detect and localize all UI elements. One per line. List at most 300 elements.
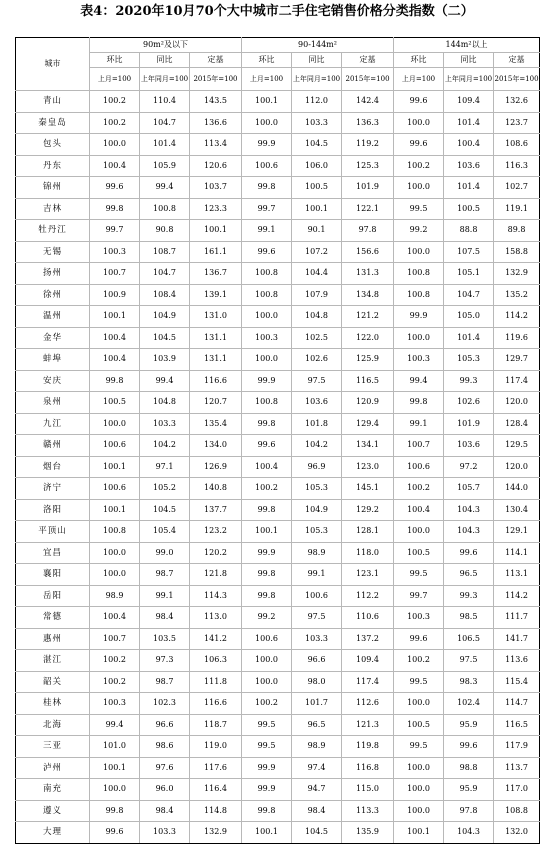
index-value: 96.0	[140, 779, 190, 801]
city-name: 包头	[16, 134, 90, 156]
index-value: 98.0	[292, 671, 342, 693]
index-value: 100.3	[394, 607, 444, 629]
city-name: 牡丹江	[16, 220, 90, 242]
table-row	[16, 91, 540, 113]
index-value: 98.3	[444, 671, 494, 693]
index-value: 100.0	[242, 112, 292, 134]
index-value: 110.4	[140, 91, 190, 113]
index-value: 142.4	[342, 91, 394, 113]
base-header: 上月=100	[90, 68, 140, 91]
city-name: 温州	[16, 306, 90, 328]
index-value: 99.6	[394, 628, 444, 650]
group-header: 90-144m²	[242, 38, 394, 53]
city-name: 桂林	[16, 693, 90, 715]
index-value: 113.4	[190, 134, 242, 156]
index-value: 99.8	[90, 800, 140, 822]
index-value: 100.2	[394, 478, 444, 500]
index-value: 101.9	[342, 177, 394, 199]
index-value: 114.1	[494, 542, 540, 564]
index-value: 100.7	[394, 435, 444, 457]
index-value: 101.4	[444, 327, 494, 349]
index-value: 131.0	[190, 306, 242, 328]
index-value: 140.8	[190, 478, 242, 500]
index-value: 108.8	[494, 800, 540, 822]
table-row	[16, 306, 540, 328]
index-value: 129.5	[494, 435, 540, 457]
index-value: 104.5	[292, 822, 342, 844]
index-value: 121.2	[342, 306, 394, 328]
index-value: 100.1	[242, 91, 292, 113]
index-value: 100.2	[242, 693, 292, 715]
index-value: 107.5	[444, 241, 494, 263]
index-value: 100.5	[90, 392, 140, 414]
index-value: 100.6	[90, 478, 140, 500]
city-name: 湛江	[16, 650, 90, 672]
index-value: 104.2	[292, 435, 342, 457]
index-value: 119.8	[342, 736, 394, 758]
index-value: 104.7	[140, 263, 190, 285]
index-value: 100.8	[140, 198, 190, 220]
table-row	[16, 112, 540, 134]
index-value: 141.7	[494, 628, 540, 650]
index-value: 99.1	[140, 585, 190, 607]
index-value: 136.3	[342, 112, 394, 134]
index-value: 104.8	[292, 306, 342, 328]
subcol-header: 环比	[394, 53, 444, 68]
index-value: 99.8	[242, 564, 292, 586]
table-row	[16, 499, 540, 521]
index-value: 106.3	[190, 650, 242, 672]
index-value: 104.4	[292, 263, 342, 285]
index-value: 97.2	[444, 456, 494, 478]
index-value: 97.8	[444, 800, 494, 822]
index-value: 129.4	[342, 413, 394, 435]
index-value: 89.8	[494, 220, 540, 242]
table-row	[16, 155, 540, 177]
index-value: 100.8	[90, 521, 140, 543]
index-value: 131.1	[190, 349, 242, 371]
index-value: 104.3	[444, 822, 494, 844]
header-row-bases	[16, 68, 540, 91]
index-value: 117.4	[342, 671, 394, 693]
index-value: 128.1	[342, 521, 394, 543]
base-header: 上月=100	[394, 68, 444, 91]
index-value: 119.6	[494, 327, 540, 349]
city-name: 平顶山	[16, 521, 90, 543]
index-value: 134.0	[190, 435, 242, 457]
table-row	[16, 478, 540, 500]
index-value: 123.3	[190, 198, 242, 220]
table-row	[16, 456, 540, 478]
index-value: 111.7	[494, 607, 540, 629]
index-value: 115.4	[494, 671, 540, 693]
city-name: 南充	[16, 779, 90, 801]
index-value: 105.0	[444, 306, 494, 328]
index-value: 101.8	[292, 413, 342, 435]
index-value: 121.8	[190, 564, 242, 586]
index-value: 118.7	[190, 714, 242, 736]
index-value: 102.7	[494, 177, 540, 199]
index-value: 97.5	[292, 370, 342, 392]
index-value: 100.3	[242, 327, 292, 349]
base-header: 上年同月=100	[140, 68, 190, 91]
index-value: 135.2	[494, 284, 540, 306]
table-row	[16, 284, 540, 306]
index-value: 121.3	[342, 714, 394, 736]
index-value: 100.8	[394, 284, 444, 306]
index-value: 100.0	[242, 349, 292, 371]
index-value: 144.0	[494, 478, 540, 500]
table-row	[16, 650, 540, 672]
index-value: 100.1	[292, 198, 342, 220]
index-value: 103.3	[140, 413, 190, 435]
index-value: 99.5	[394, 564, 444, 586]
index-value: 97.5	[444, 650, 494, 672]
index-value: 90.8	[140, 220, 190, 242]
index-value: 100.0	[242, 306, 292, 328]
index-value: 120.6	[190, 155, 242, 177]
city-name: 大理	[16, 822, 90, 844]
index-value: 99.8	[90, 370, 140, 392]
index-value: 100.4	[90, 607, 140, 629]
index-value: 102.6	[444, 392, 494, 414]
index-value: 100.6	[394, 456, 444, 478]
index-value: 103.9	[140, 349, 190, 371]
index-value: 100.0	[242, 671, 292, 693]
base-header: 2015年=100	[342, 68, 394, 91]
index-value: 98.4	[292, 800, 342, 822]
table-row	[16, 628, 540, 650]
index-value: 143.5	[190, 91, 242, 113]
index-value: 99.4	[140, 177, 190, 199]
city-name: 岳阳	[16, 585, 90, 607]
index-value: 100.2	[242, 478, 292, 500]
index-value: 122.0	[342, 327, 394, 349]
index-value: 98.9	[90, 585, 140, 607]
index-value: 118.0	[342, 542, 394, 564]
index-value: 100.4	[90, 327, 140, 349]
index-value: 104.3	[444, 499, 494, 521]
index-value: 105.3	[292, 521, 342, 543]
index-value: 95.9	[444, 779, 494, 801]
table-row	[16, 585, 540, 607]
city-name: 安庆	[16, 370, 90, 392]
index-value: 114.8	[190, 800, 242, 822]
index-value: 100.1	[90, 456, 140, 478]
index-value: 99.6	[444, 736, 494, 758]
index-value: 99.8	[242, 585, 292, 607]
index-value: 128.4	[494, 413, 540, 435]
index-value: 108.4	[140, 284, 190, 306]
index-value: 100.2	[394, 155, 444, 177]
index-value: 98.9	[292, 736, 342, 758]
index-value: 103.3	[140, 822, 190, 844]
index-value: 123.7	[494, 112, 540, 134]
index-value: 94.7	[292, 779, 342, 801]
index-value: 96.5	[292, 714, 342, 736]
index-value: 114.3	[190, 585, 242, 607]
city-name: 烟台	[16, 456, 90, 478]
index-value: 104.5	[140, 499, 190, 521]
table-row	[16, 521, 540, 543]
index-value: 104.3	[444, 521, 494, 543]
index-value: 98.4	[140, 607, 190, 629]
index-value: 103.6	[444, 155, 494, 177]
index-value: 99.2	[394, 220, 444, 242]
index-value: 98.8	[444, 757, 494, 779]
index-value: 100.1	[90, 306, 140, 328]
index-value: 99.6	[394, 134, 444, 156]
index-value: 109.4	[444, 91, 494, 113]
index-value: 104.2	[140, 435, 190, 457]
index-value: 132.0	[494, 822, 540, 844]
index-value: 100.0	[90, 134, 140, 156]
subcol-header: 同比	[292, 53, 342, 68]
index-value: 99.6	[242, 241, 292, 263]
index-value: 100.0	[90, 542, 140, 564]
index-value: 135.4	[190, 413, 242, 435]
subcol-header: 环比	[90, 53, 140, 68]
index-value: 131.3	[342, 263, 394, 285]
index-value: 98.6	[140, 736, 190, 758]
index-value: 100.1	[242, 521, 292, 543]
index-value: 116.8	[342, 757, 394, 779]
index-value: 116.5	[494, 714, 540, 736]
index-value: 99.1	[394, 413, 444, 435]
subcol-header: 同比	[444, 53, 494, 68]
index-value: 97.3	[140, 650, 190, 672]
index-value: 117.6	[190, 757, 242, 779]
subcol-header: 定基	[190, 53, 242, 68]
city-name: 吉林	[16, 198, 90, 220]
index-value: 90.1	[292, 220, 342, 242]
index-value: 100.1	[90, 499, 140, 521]
table-row	[16, 220, 540, 242]
index-value: 99.4	[140, 370, 190, 392]
index-value: 122.1	[342, 198, 394, 220]
index-value: 125.3	[342, 155, 394, 177]
subcol-header: 定基	[494, 53, 540, 68]
index-value: 104.5	[140, 327, 190, 349]
index-value: 100.6	[242, 628, 292, 650]
index-value: 103.3	[292, 112, 342, 134]
index-value: 113.3	[342, 800, 394, 822]
table-row	[16, 671, 540, 693]
index-value: 99.8	[242, 800, 292, 822]
index-value: 97.6	[140, 757, 190, 779]
index-value: 100.0	[242, 650, 292, 672]
table-row	[16, 413, 540, 435]
table-row	[16, 607, 540, 629]
index-value: 129.2	[342, 499, 394, 521]
index-value: 116.6	[190, 370, 242, 392]
table-row	[16, 822, 540, 844]
index-value: 96.6	[292, 650, 342, 672]
table-row	[16, 714, 540, 736]
index-value: 109.4	[342, 650, 394, 672]
city-name: 赣州	[16, 435, 90, 457]
index-value: 99.8	[394, 392, 444, 414]
index-value: 97.5	[292, 607, 342, 629]
index-value: 100.4	[90, 349, 140, 371]
index-value: 102.6	[292, 349, 342, 371]
index-value: 101.4	[140, 134, 190, 156]
index-value: 100.0	[90, 564, 140, 586]
index-value: 88.8	[444, 220, 494, 242]
index-value: 112.0	[292, 91, 342, 113]
index-value: 100.8	[242, 284, 292, 306]
city-name: 常德	[16, 607, 90, 629]
index-value: 100.4	[394, 499, 444, 521]
index-value: 141.2	[190, 628, 242, 650]
index-value: 129.7	[494, 349, 540, 371]
header-row-subcols	[16, 53, 540, 68]
index-value: 98.4	[140, 800, 190, 822]
index-value: 101.0	[90, 736, 140, 758]
subcol-header: 同比	[140, 53, 190, 68]
table-row	[16, 757, 540, 779]
index-value: 123.1	[342, 564, 394, 586]
index-value: 105.7	[444, 478, 494, 500]
table-row	[16, 327, 540, 349]
city-name: 扬州	[16, 263, 90, 285]
index-value: 145.1	[342, 478, 394, 500]
index-value: 115.0	[342, 779, 394, 801]
index-value: 99.8	[90, 198, 140, 220]
city-name: 蚌埠	[16, 349, 90, 371]
index-value: 99.5	[242, 736, 292, 758]
index-value: 120.7	[190, 392, 242, 414]
index-value: 100.6	[242, 155, 292, 177]
city-header: 城市	[16, 38, 90, 91]
index-value: 99.9	[242, 779, 292, 801]
index-value: 98.7	[140, 671, 190, 693]
index-value: 100.8	[394, 263, 444, 285]
city-name: 金华	[16, 327, 90, 349]
city-name: 徐州	[16, 284, 90, 306]
index-value: 100.8	[242, 263, 292, 285]
index-value: 102.5	[292, 327, 342, 349]
index-value: 130.4	[494, 499, 540, 521]
index-value: 99.6	[242, 435, 292, 457]
index-value: 104.7	[444, 284, 494, 306]
index-value: 99.4	[90, 714, 140, 736]
city-name: 丹东	[16, 155, 90, 177]
index-value: 96.9	[292, 456, 342, 478]
index-value: 99.9	[242, 542, 292, 564]
index-value: 104.7	[140, 112, 190, 134]
index-value: 99.3	[444, 585, 494, 607]
index-value: 100.7	[90, 263, 140, 285]
base-header: 上年同月=100	[444, 68, 494, 91]
index-value: 119.2	[342, 134, 394, 156]
index-value: 99.8	[242, 499, 292, 521]
index-value: 100.5	[292, 177, 342, 199]
base-header: 上年同月=100	[292, 68, 342, 91]
index-value: 137.2	[342, 628, 394, 650]
index-value: 112.6	[342, 693, 394, 715]
index-value: 100.1	[242, 822, 292, 844]
index-value: 132.9	[494, 263, 540, 285]
index-value: 100.8	[242, 392, 292, 414]
city-name: 襄阳	[16, 564, 90, 586]
index-value: 132.6	[494, 91, 540, 113]
index-value: 100.0	[394, 693, 444, 715]
index-value: 99.9	[242, 757, 292, 779]
index-value: 116.5	[342, 370, 394, 392]
index-value: 137.7	[190, 499, 242, 521]
index-value: 100.4	[444, 134, 494, 156]
index-value: 102.4	[444, 693, 494, 715]
index-value: 116.6	[190, 693, 242, 715]
header-row-groups	[16, 38, 540, 53]
index-value: 99.7	[90, 220, 140, 242]
index-value: 113.1	[494, 564, 540, 586]
index-value: 100.6	[90, 435, 140, 457]
index-value: 100.5	[394, 542, 444, 564]
index-value: 161.1	[190, 241, 242, 263]
index-value: 123.0	[342, 456, 394, 478]
index-value: 120.0	[494, 392, 540, 414]
index-value: 97.8	[342, 220, 394, 242]
table-row	[16, 349, 540, 371]
index-value: 100.0	[394, 779, 444, 801]
table-row	[16, 435, 540, 457]
index-value: 120.0	[494, 456, 540, 478]
index-value: 100.0	[394, 327, 444, 349]
index-value: 100.3	[394, 349, 444, 371]
index-value: 103.6	[444, 435, 494, 457]
index-value: 139.1	[190, 284, 242, 306]
city-name: 北海	[16, 714, 90, 736]
index-value: 99.7	[242, 198, 292, 220]
index-value: 103.5	[140, 628, 190, 650]
index-value: 100.0	[394, 800, 444, 822]
index-value: 129.1	[494, 521, 540, 543]
index-value: 98.5	[444, 607, 494, 629]
index-value: 100.0	[394, 112, 444, 134]
index-value: 98.7	[140, 564, 190, 586]
index-value: 100.2	[90, 650, 140, 672]
table-row	[16, 564, 540, 586]
index-value: 99.8	[242, 413, 292, 435]
index-value: 99.6	[444, 542, 494, 564]
index-value: 156.6	[342, 241, 394, 263]
index-value: 100.0	[90, 779, 140, 801]
index-value: 96.5	[444, 564, 494, 586]
index-value: 100.0	[90, 413, 140, 435]
index-value: 100.1	[190, 220, 242, 242]
index-value: 99.5	[394, 671, 444, 693]
city-name: 三亚	[16, 736, 90, 758]
index-value: 99.6	[90, 177, 140, 199]
index-value: 135.9	[342, 822, 394, 844]
index-value: 100.2	[90, 112, 140, 134]
index-value: 99.3	[444, 370, 494, 392]
index-value: 104.9	[292, 499, 342, 521]
index-value: 99.6	[90, 822, 140, 844]
table-row	[16, 241, 540, 263]
index-value: 136.6	[190, 112, 242, 134]
index-value: 113.7	[494, 757, 540, 779]
city-name: 洛阳	[16, 499, 90, 521]
index-value: 120.2	[190, 542, 242, 564]
city-name: 无锡	[16, 241, 90, 263]
table-row	[16, 542, 540, 564]
price-index-table	[15, 37, 540, 844]
index-value: 108.7	[140, 241, 190, 263]
city-name: 惠州	[16, 628, 90, 650]
